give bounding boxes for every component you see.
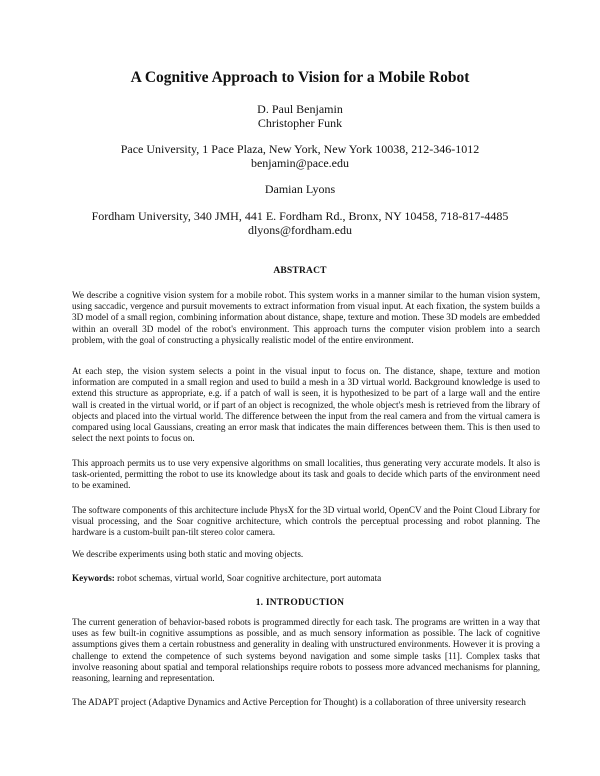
keywords-label: Keywords: [72, 573, 115, 583]
abstract-heading: ABSTRACT [273, 266, 327, 276]
introduction-paragraph: The current generation of behavior-based robots is programmed directly for each task. The programs are written in a way that uses as few built-in cognitive assumptions as possible, and as much sensory information as possible. The lack of cognitive assumptions gives them a certain robustness and generality in dealing with unstructured environments. However it is proving a challenge to extend the competence of such systems beyond navigation and some simple tasks [11]. Complex tasks that involve reasoning about spatial and temporal relationships require robots to possess more advanced mechanisms for planning, reasoning, learning and representation. [72, 617, 540, 684]
author-email: dlyons@fordham.edu [247, 223, 353, 237]
author-name: D. Paul Benjamin [257, 102, 343, 116]
abstract-paragraph: At each step, the vision system selects a point in the visual input to focus on. The distance, shape, texture and motion information are computed in a small region and used to build a mesh in a 3D virtual world. Background knowledge is used to extend this structure as appropriate, e.g. if a patch of wall is seen, it is hypothesized to be part of a large wall and the entire wall is created in the virtual world, or if part of an object is recognized, the whole object's mesh is retrieved from the library of objects and placed into the virtual world. The difference between the input from the real camera and from the virtual camera is compared using local Gaussians, creating an error mask that indicates the main differences between them. This is then used to select the next points to focus on. [72, 366, 540, 444]
keywords-text: robot schemas, virtual world, Soar cognitive architecture, port automata [114, 573, 382, 583]
introduction-heading: 1. INTRODUCTION [255, 598, 345, 608]
author-affiliation: Pace University, 1 Pace Plaza, New York, New York 10038, 212-346-1012 [120, 142, 480, 156]
introduction-paragraph: The ADAPT project (Adaptive Dynamics and Active Perception for Thought) is a collaboration of three university research [72, 697, 526, 707]
keywords-line [72, 573, 540, 584]
author-name: Christopher Funk [257, 116, 343, 130]
author-email: benjamin@pace.edu [250, 156, 349, 170]
author-name: Damian Lyons [264, 182, 336, 196]
abstract-paragraph: We describe a cognitive vision system for a mobile robot. This system works in a manner similar to the human vision system, using saccadic, vergence and pursuit movements to extract information from visual input. At each fixation, the system builds a 3D model of a small region, combining information about distance, shape, texture and motion. These 3D models are embedded within an overall 3D model of the robot's environment. This approach turns the computer vision problem into a search problem, with the goal of constructing a physically realistic model of the entire environment. [72, 290, 540, 345]
abstract-paragraph: This approach permits us to use very expensive algorithms on small localities, thus generating very accurate models. It also is task-oriented, permitting the robot to use its knowledge about its task and goals to decide which parts of the environment need to be examined. [72, 458, 540, 491]
abstract-paragraph: The software components of this architecture include PhysX for the 3D virtual world, OpenCV and the Point Cloud Library for visual processing, and the Soar cognitive architecture, which controls the perceptual processing and robot planning. The hardware is a custom-built pan-tilt stereo color camera. [72, 505, 540, 538]
author-affiliation: Fordham University, 340 JMH, 441 E. Fordham Rd., Bronx, NY 10458, 718-817-4485 [91, 209, 509, 223]
abstract-paragraph: We describe experiments using both static and moving objects. [72, 549, 304, 559]
paper-title: A Cognitive Approach to Vision for a Mobile Robot [130, 69, 470, 86]
